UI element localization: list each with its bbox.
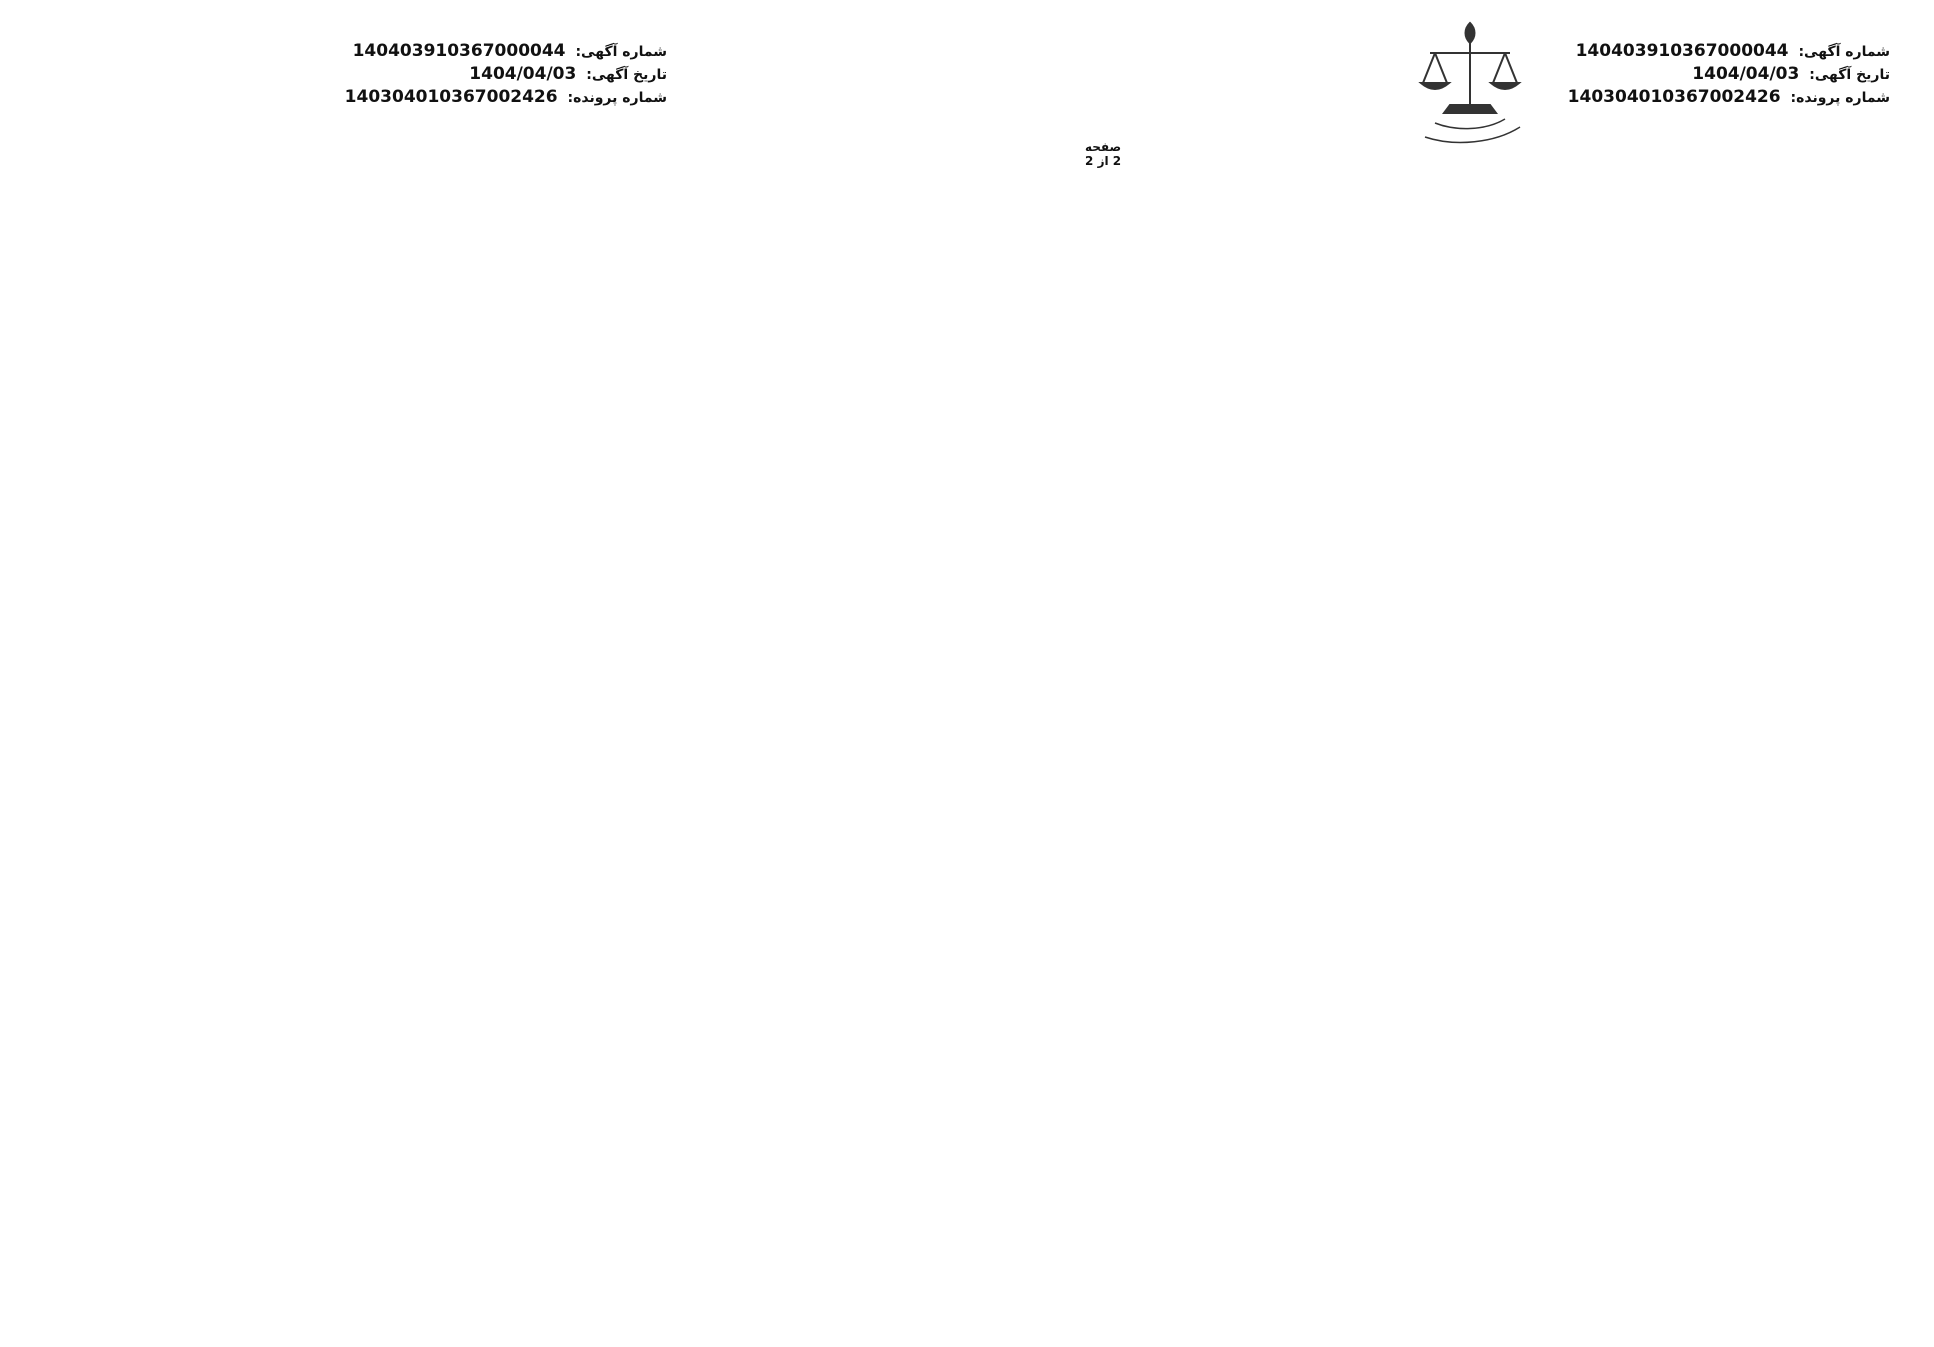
notice-number-row (1560, 40, 1890, 63)
notice-date-row (1560, 63, 1890, 86)
notice-date: 1404/04/03 (469, 64, 577, 84)
notice-date: 1404/04/03 (1692, 64, 1800, 84)
case-number-row (1560, 86, 1890, 109)
notice-date-label: تاریخ آگهی: (1809, 67, 1890, 83)
case-number-label: شماره پرونده: (1790, 90, 1890, 106)
notice-number: 140403910367000044 (1575, 41, 1789, 61)
judiciary-scales-emblem-icon (1395, 5, 1545, 155)
emblem-graphic (1395, 5, 1545, 155)
page-number: صفحه 2 از 2 (1084, 140, 1122, 168)
case-number-label: شماره پرونده: (567, 90, 667, 106)
notice-number: 140403910367000044 (352, 41, 566, 61)
notice-number-label: شماره آگهی: (575, 44, 667, 60)
notice-meta-left (1560, 40, 1890, 109)
case-number: 140304010367002426 (1567, 87, 1781, 107)
notice-date-label: تاریخ آگهی: (586, 67, 667, 83)
notice-number-label: شماره آگهی: (1798, 44, 1890, 60)
case-number: 140304010367002426 (344, 87, 558, 107)
